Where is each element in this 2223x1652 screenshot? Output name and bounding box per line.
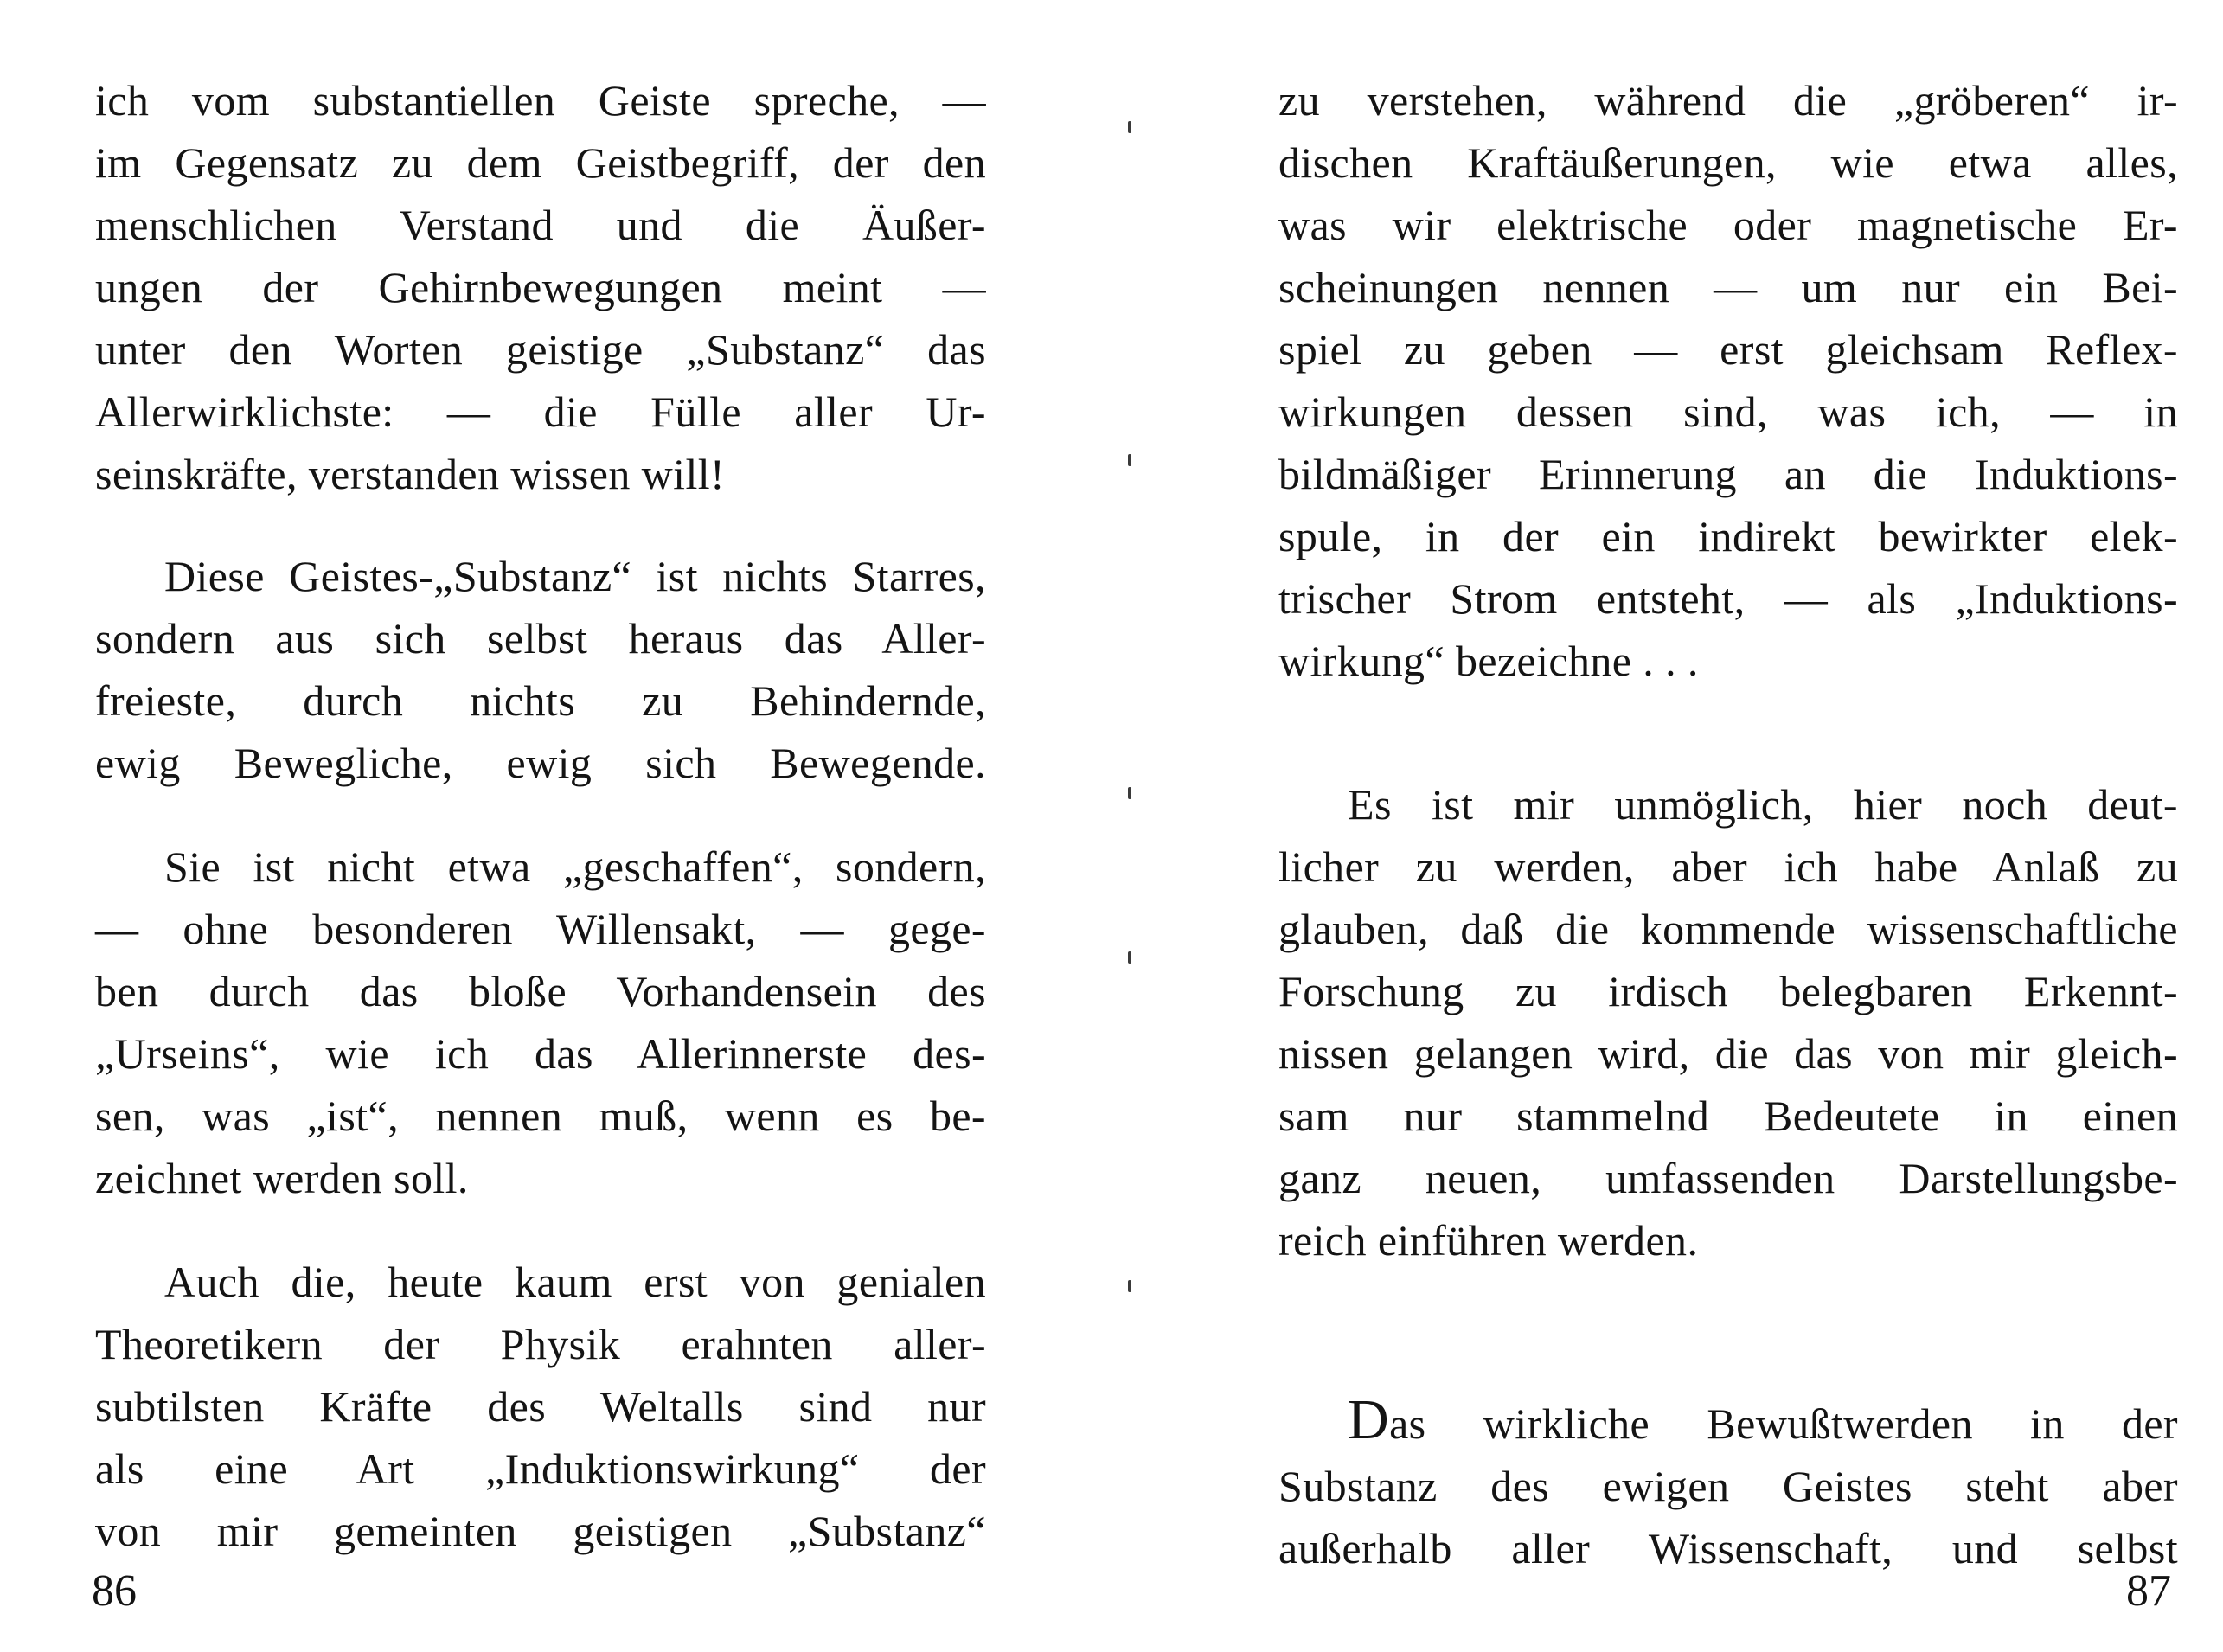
text-line: glauben, daß die kommende wissenschaftliche [1278, 905, 2178, 953]
paragraph [95, 545, 986, 794]
text-line: subtilsten Kräfte des Weltalls sind nur [95, 1382, 986, 1431]
text-line: von mir gemeinten geistigen „Substanz“ [95, 1507, 986, 1555]
text-line: Sie ist nicht etwa „geschaffen“, sondern, [164, 842, 986, 891]
paragraph [95, 69, 986, 505]
text-line: ungen der Gehirnbewegungen meint — [95, 263, 986, 311]
text-run: as wirkliche Bewußtwerden in der [1389, 1399, 2178, 1448]
text-line: Theoretikern der Physik erahnten aller- [95, 1320, 986, 1368]
page-number: 86 [92, 1566, 137, 1616]
text-line: Auch die, heute kaum erst von genialen [164, 1258, 986, 1306]
page-number: 87 [2126, 1566, 2171, 1616]
text-line: dischen Kraftäußerungen, wie etwa alles, [1278, 138, 2178, 187]
text-line: zeichnet werden soll. [95, 1154, 469, 1202]
right-page [1278, 69, 2178, 1579]
text-line: nissen gelangen wird, die das von mir gleich- [1278, 1029, 2178, 1078]
text-line: ganz neuen, umfassenden Darstellungsbe- [1278, 1154, 2178, 1202]
text-line: menschlichen Verstand und die Äußer- [95, 201, 986, 249]
drop-cap: D [1348, 1388, 1390, 1451]
text-line: zu verstehen, während die „gröberen“ ir- [1278, 76, 2178, 125]
text-line: ben durch das bloße Vorhandensein des [95, 967, 986, 1015]
text-line: was wir elektrische oder magnetische Er- [1278, 201, 2178, 249]
gutter-speck [1128, 454, 1131, 466]
gutter-speck [1128, 121, 1131, 133]
paragraph [95, 1251, 986, 1562]
text-line: — ohne besonderen Willensakt, — gege- [95, 905, 986, 953]
text-line: spule, in der ein indirekt bewirkter elek- [1278, 512, 2178, 560]
text-line: außerhalb aller Wissenschaft, und selbst [1278, 1524, 2178, 1572]
text-line: „Urseins“, wie ich das Allerinnerste des- [95, 1029, 986, 1078]
text-line: scheinungen nennen — um nur ein Bei- [1278, 263, 2178, 311]
paragraph [1278, 1388, 2178, 1579]
paragraph [1278, 69, 2178, 692]
paragraph [1278, 773, 2178, 1271]
text-line: Diese Geistes-„Substanz“ ist nichts Starres, [164, 552, 986, 600]
text-line: als eine Art „Induktionswirkung“ der [95, 1444, 986, 1493]
text-line: reich einführen werden. [1278, 1216, 1699, 1265]
text-line [1278, 1388, 2178, 1455]
text-line: sondern aus sich selbst heraus das Aller- [95, 614, 986, 663]
text-line: ich vom substantiellen Geiste spreche, — [95, 76, 986, 125]
text-line: im Gegensatz zu dem Geistbegriff, der den [95, 138, 986, 187]
text-line: Es ist mir unmöglich, hier noch deut- [1348, 780, 2178, 829]
text-line: Allerwirklichste: — die Fülle aller Ur- [95, 387, 986, 436]
gutter-speck [1128, 1280, 1131, 1292]
text-line: licher zu werden, aber ich habe Anlaß zu [1278, 842, 2178, 891]
text-line: Forschung zu irdisch belegbaren Erkennt- [1278, 967, 2178, 1015]
text-line: freieste, durch nichts zu Behindernde, [95, 676, 986, 725]
text-line: unter den Worten geistige „Substanz“ das [95, 325, 986, 374]
text-line: sam nur stammelnd Bedeutete in einen [1278, 1092, 2178, 1140]
text-line: Substanz des ewigen Geistes steht aber [1278, 1462, 2178, 1510]
text-line: sen, was „ist“, nennen muß, wenn es be- [95, 1092, 986, 1140]
text-line: spiel zu geben — erst gleichsam Reflex- [1278, 325, 2178, 374]
text-line: seinskräfte, verstanden wissen will! [95, 450, 726, 498]
text-line: bildmäßiger Erinnerung an die Induktions- [1278, 450, 2178, 498]
left-page [95, 69, 986, 1562]
text-line: wirkung“ bezeichne . . . [1278, 637, 1699, 685]
paragraph [95, 836, 986, 1209]
gutter-speck [1128, 951, 1131, 964]
text-line: trischer Strom entsteht, — als „Induktions- [1278, 574, 2178, 623]
gutter-speck [1128, 787, 1131, 799]
text-line: ewig Bewegliche, ewig sich Bewegende. [95, 739, 986, 787]
text-line: wirkungen dessen sind, was ich, — in [1278, 387, 2178, 436]
